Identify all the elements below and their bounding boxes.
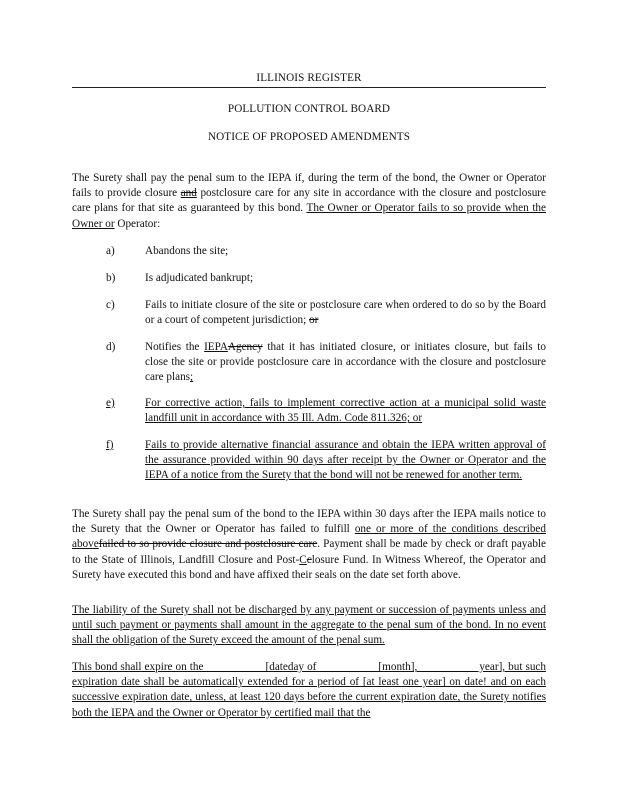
item-label: b) [106,272,116,284]
inserted-text: IEPA [204,341,228,353]
inserted-text: one or more of the conditions described above [72,523,546,551]
deleted-text: or [309,314,319,327]
register-title: ILLINOIS REGISTER [256,72,362,84]
paragraph-liability: The liability of the Surety shall not be discharged by any payment or succession of payments unless and until such payment or payments shall amount in the aggregate to the penal sum of the bond. In no event shall the obligation of the Surety exceed the amount of the penal sum. [72,604,546,647]
item-text: Abandons the site; [145,245,229,257]
deleted-text: c [306,553,312,566]
item-label: e) [106,397,115,409]
inserted-text: ; [190,371,194,384]
deleted-text: and [180,187,197,200]
item-text: For corrective action, fails to implement corrective action at a municipal solid waste landfill unit in accordance with 35 Ill. Adm. Code 811.326; or [145,397,546,425]
item-label: d) [106,341,116,353]
item-text: Notifies the IEPAAgency that it has initiated closure, or initiates closure, but fails to close the site or provide postclosure care in accordance with the closure and postclosure care plans; [145,341,546,384]
paragraph-expiration: This bond shall expire on the __________ [dateday of __________ [month], __________ year], but such expiration date shall be automatically extended for a period of [at least one year] on date! and on each successive expiration date, unless, at least 120 days before the current expiration date, the Surety notifies both the IEPA and the Owner or Operator by certified mail that the [72,661,546,719]
item-label: a) [106,245,115,257]
deleted-text: failed to so provide closure and postclosure care [98,538,318,551]
item-label: f) [106,439,114,451]
deleted-text: Agency [227,341,263,353]
inserted-text: C [299,553,307,566]
header-rule [72,87,546,88]
paragraph-surety-pay: The Surety shall pay the penal sum to the IEPA if, during the term of the bond, the Owner or Operator fails to provide closure and postclosure care for any site in accordance with the closure and postclosure care plans for that site as guaranteed by this bond. The Owner or Operator fails to so provide when the Owner or Operator: [72,172,546,230]
item-text: Is adjudicated bankrupt; [145,272,254,284]
board-title: POLLUTION CONTROL BOARD [227,103,391,115]
item-label: c) [106,299,115,311]
item-text: Fails to initiate closure of the site or postclosure care when ordered to do so by the Board or a court of competent jurisdiction; or [145,299,546,327]
inserted-text: The Owner or Operator fails to so provide when the Owner or [72,202,546,230]
paragraph-payment: The Surety shall pay the penal sum of the bond to the IEPA within 30 days after the IEPA mails notice to the Surety that the Owner or Operator has failed to fulfill one or more of the conditions described abovefailed to so provide closure and postclosure care. Payment shall be made by check or draft payable to the State of Illinois, Landfill Closure and Post-Cclosure Fund. In Witness Whereof, the Operator and Surety have executed this bond and have affixed their seals on the date set forth above. [72,508,547,581]
item-text: Fails to provide alternative financial assurance and obtain the IEPA written approval of the assurance provided within 90 days after receipt by the Owner or Operator and the IEPA of a notice from the Surety that the bond will not be renewed for another term. [145,439,546,482]
notice-title: NOTICE OF PROPOSED AMENDMENTS [207,131,411,143]
